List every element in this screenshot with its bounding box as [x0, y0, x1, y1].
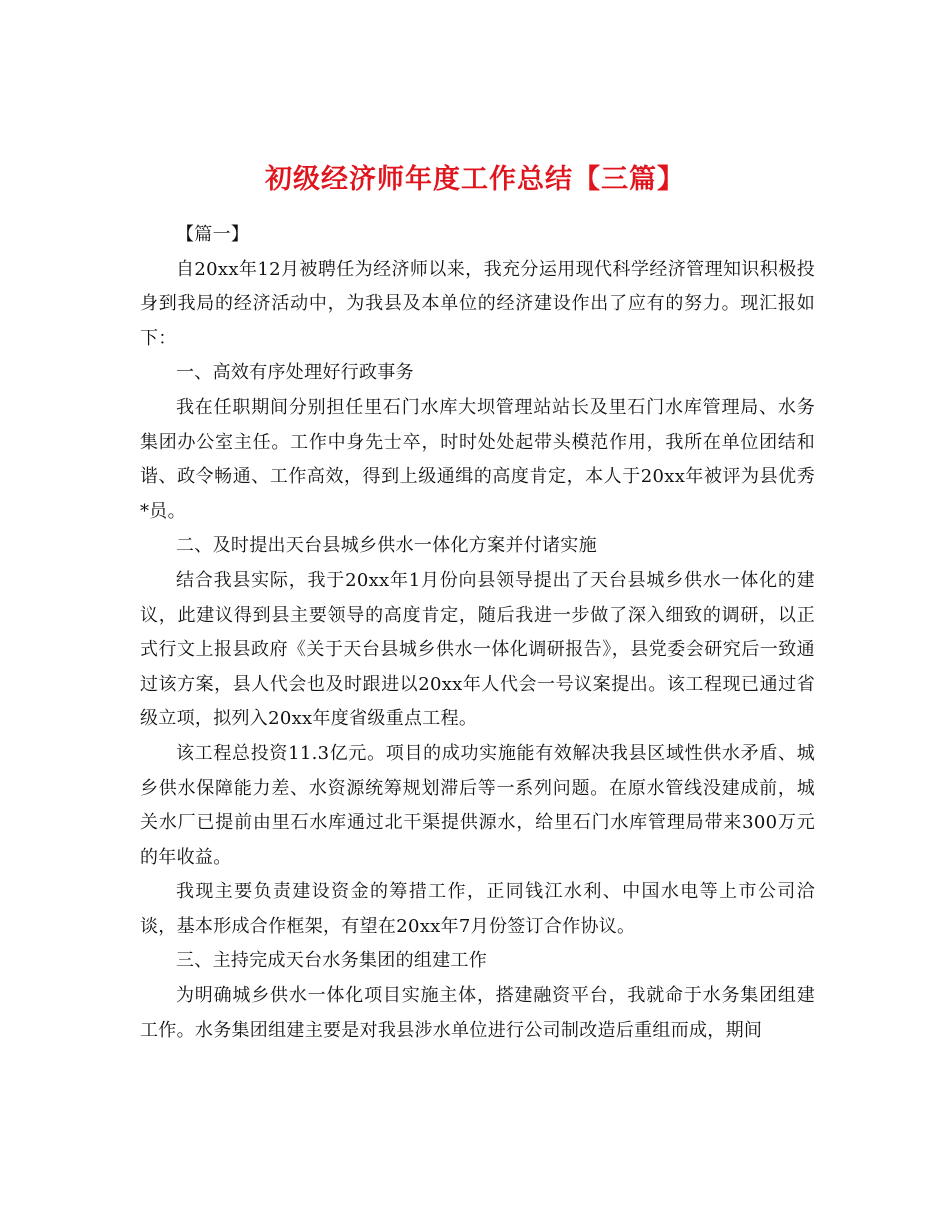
paragraph-admin-affairs: 我在任职期间分别担任里石门水库大坝管理站站长及里石门水库管理局、水务集团办公室主任。工作中身先士卒，时时处处起带头模范作用，我所在单位团结和谐、政令畅通、工作高效，得到上级通缉的高度肯定，本人于20xx年被评为县优秀*员。	[140, 396, 815, 522]
paragraph-water-group: 为明确城乡供水一体化项目实施主体，搭建融资平台，我就命于水务集团组建工作。水务集团组建主要是对我县涉水单位进行公司制改造后重组而成，期间	[140, 985, 815, 1041]
paragraph-water-supply-plan: 结合我县实际，我于20xx年1月份向县领导提出了天台县城乡供水一体化的建议，此建议得到县主要领导的高度肯定，随后我进一步做了深入细致的调研，以正式行文上报县政府《关于天台县城乡供水一体化调研报告》，县党委会研究后一致通过该方案，县人代会也及时跟进以20xx年人代会一号议案提出。该工程现已通过省级立项，拟列入20xx年度省级重点工程。	[140, 569, 815, 730]
document-title: 初级经济师年度工作总结【三篇】	[265, 164, 685, 196]
intro-paragraph: 自20xx年12月被聘任为经济师以来，我充分运用现代科学经济管理知识积极投身到我局的经济活动中，为我县及本单位的经济建设作出了应有的努力。现汇报如下：	[140, 258, 815, 349]
document-body	[140, 218, 815, 1048]
paragraph-project-investment: 该工程总投资11.3亿元。项目的成功实施能有效解决我县区域性供水矛盾、城乡供水保障能力差、水资源统筹规划滞后等一系列问题。在原水管线没建成前，城关水厂已提前由里石水库通过北干渠提供源水，给里石门水库管理局带来300万元的年收益。	[140, 742, 815, 868]
heading-admin-affairs: 一、高效有序处理好行政事务	[176, 362, 414, 384]
paragraph-funding-work: 我现主要负责建设资金的筹措工作，正同钱江水利、中国水电等上市公司洽谈，基本形成合作框架，有望在20xx年7月份签订合作协议。	[140, 881, 815, 937]
heading-water-supply-plan: 二、及时提出天台县城乡供水一体化方案并付诸实施	[176, 535, 597, 557]
heading-water-group: 三、主持完成天台水务集团的组建工作	[176, 950, 488, 972]
section-label-part-one: 【篇一】	[176, 224, 250, 245]
